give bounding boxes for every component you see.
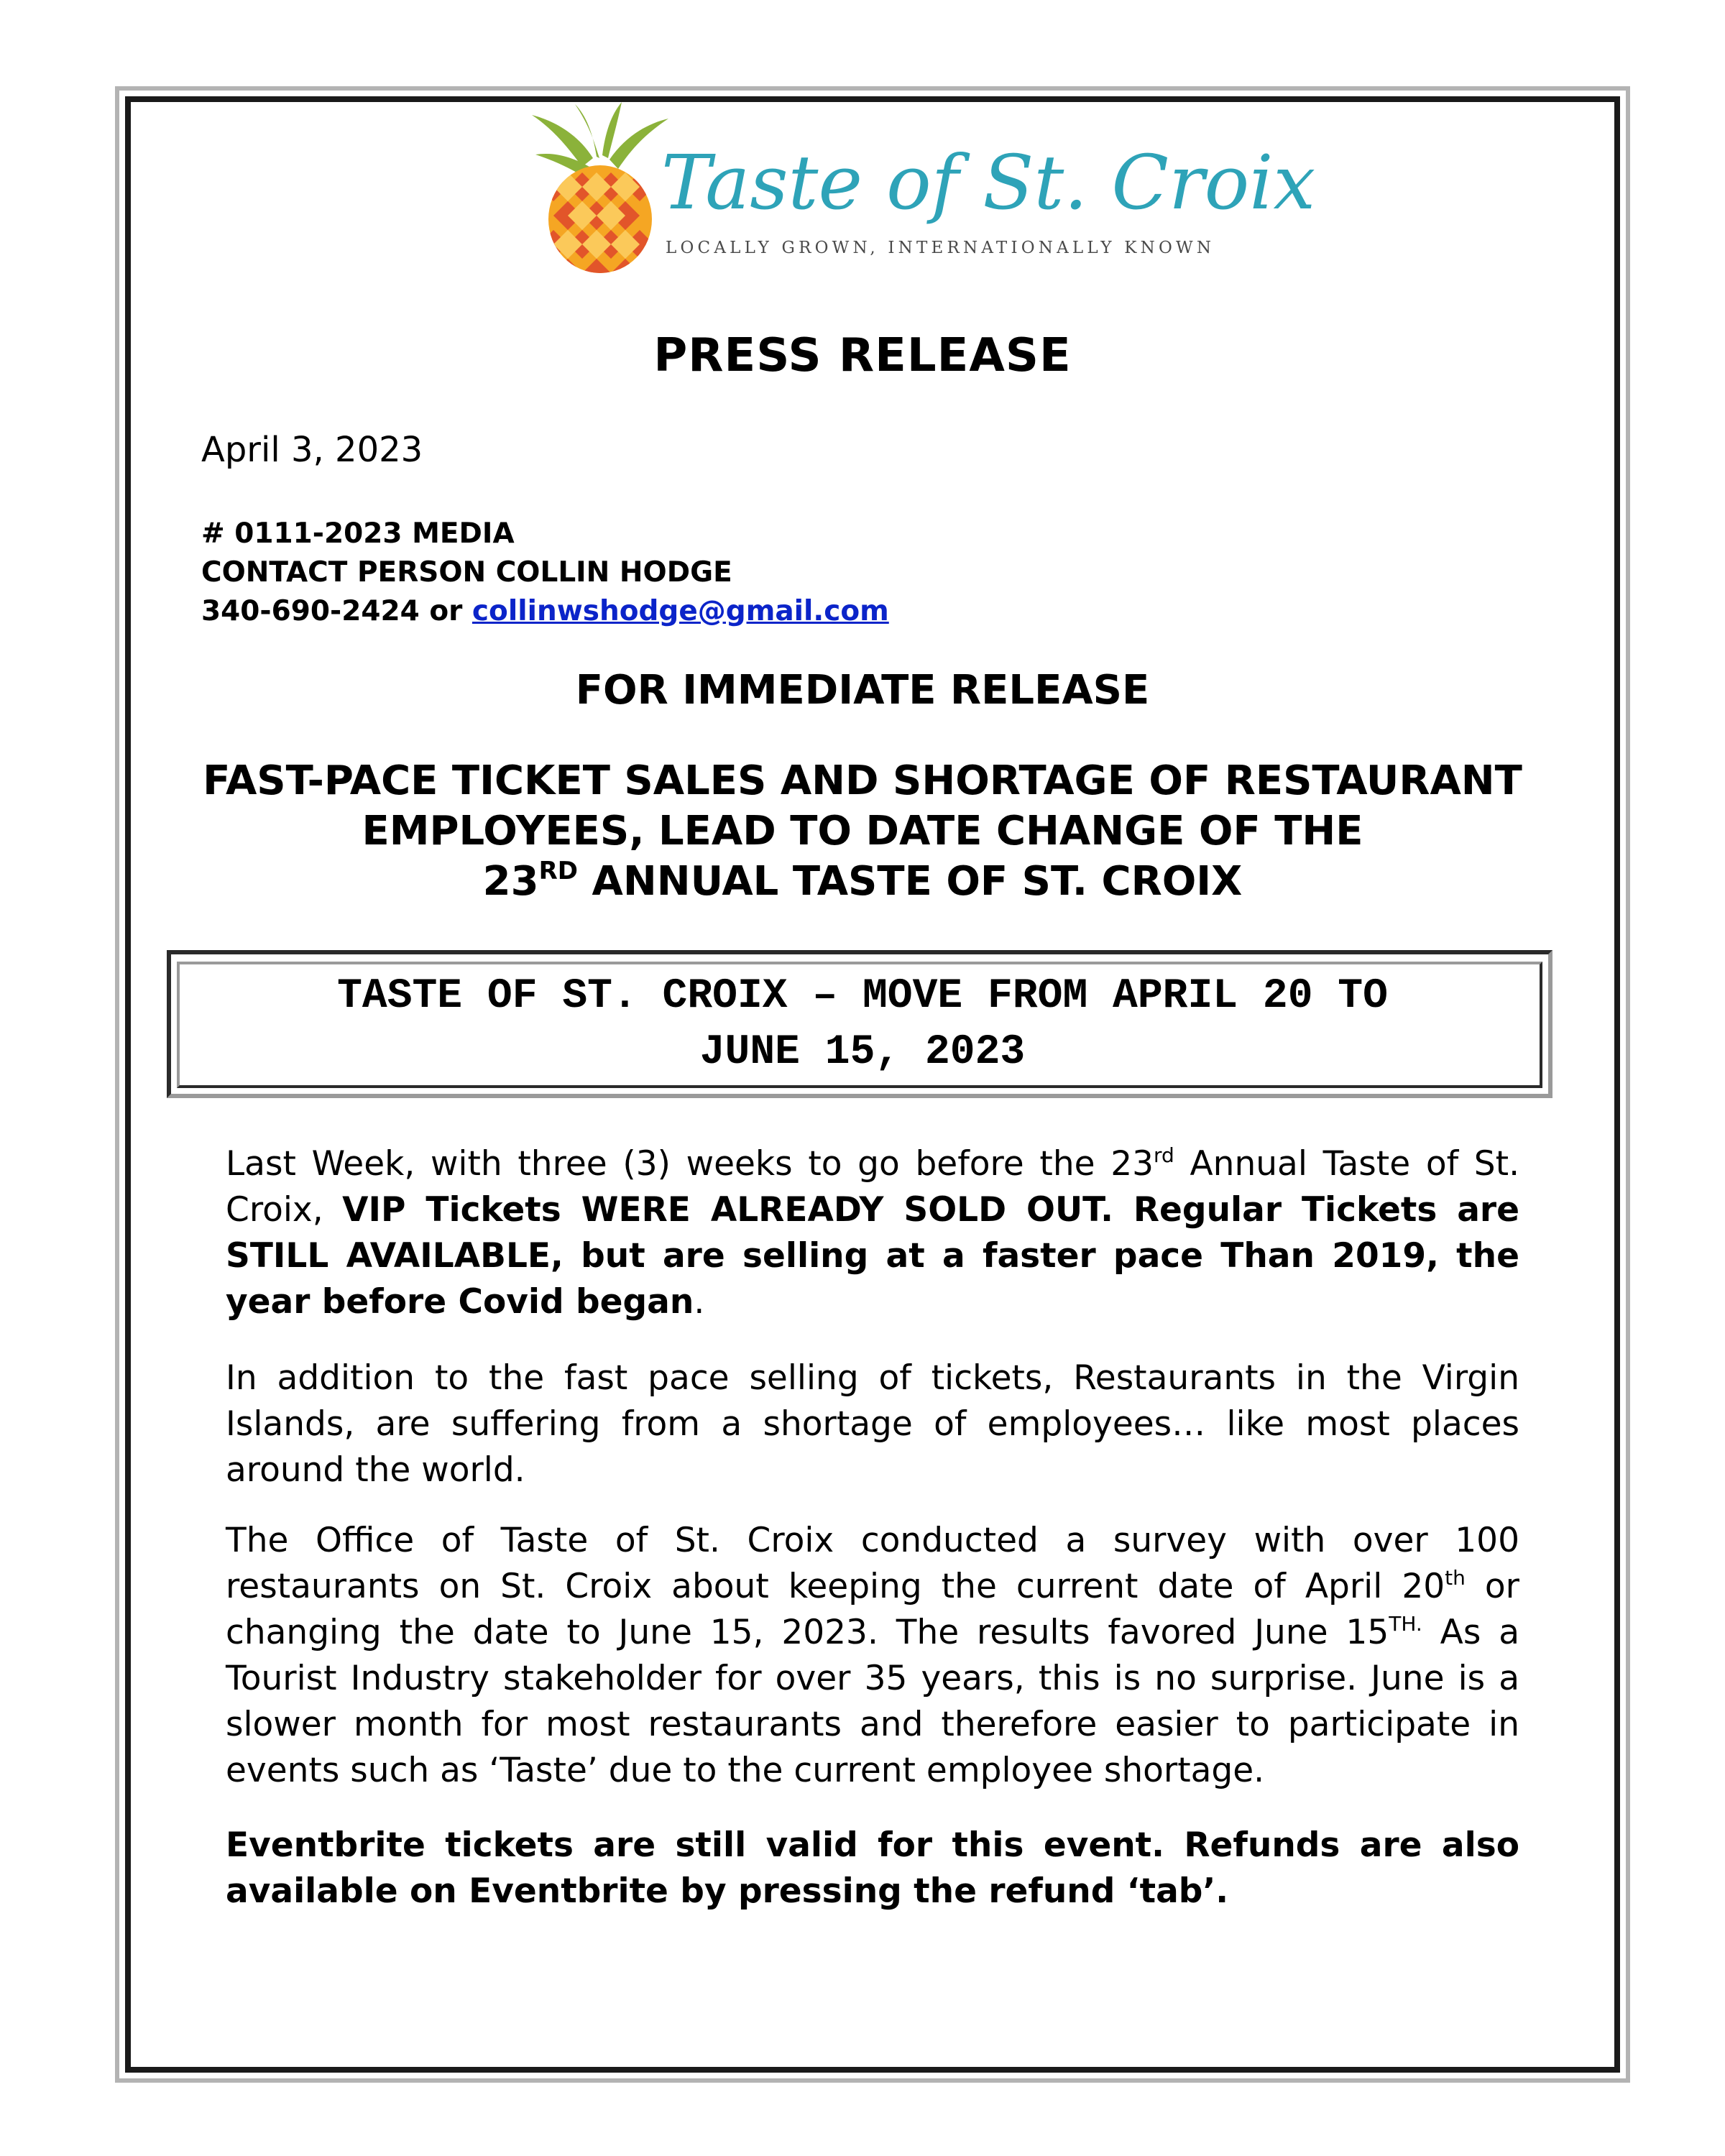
headline-ordinal-suffix: RD: [538, 857, 579, 885]
headline-line-2: EMPLOYEES, LEAD TO DATE CHANGE OF THE: [362, 808, 1363, 854]
paragraph-ticket-sales: Last Week, with three (3) weeks to go before the 23rd Annual Taste of St. Croix, VIP Tickets WERE ALREADY SOLD OUT. Regular Tickets are STILL AVAILABLE, but are selling at a faster pace Than 2019, the year before Covid began.: [226, 1143, 1520, 1322]
release-date: April 3, 2023: [201, 430, 423, 470]
logo-tagline: LOCALLY GROWN, INTERNATIONALLY KNOWN: [666, 239, 1215, 257]
pineapple-body-icon: [539, 162, 668, 287]
for-immediate-release: FOR IMMEDIATE RELEASE: [575, 667, 1150, 714]
headline-line-1: FAST-PACE TICKET SALES AND SHORTAGE OF RESTAURANT: [203, 757, 1522, 804]
date-move-text: [187, 969, 1538, 1081]
paragraph-employee-shortage: In addition to the fast pace selling of tickets, Restaurants in the Virgin Islands, are suffering from a shortage of employees… like most places around the world.: [226, 1358, 1519, 1490]
headline-line-3: [187, 857, 1538, 907]
contact-phone-line: [201, 592, 889, 631]
taste-of-st-croix-logo: [525, 101, 1316, 273]
contact-person: CONTACT PERSON COLLIN HODGE: [201, 556, 732, 589]
headline-ordinal: 23: [482, 858, 539, 905]
headline: [187, 756, 1538, 907]
phone-number: 340-690-2424 or: [201, 595, 472, 627]
headline-line-3-text: ANNUAL TASTE OF ST. CROIX: [578, 858, 1243, 905]
press-release-title: PRESS RELEASE: [653, 329, 1072, 382]
media-number: # 0111-2023 MEDIA: [201, 517, 515, 550]
contact-email-link[interactable]: collinwshodge@gmail.com: [472, 595, 889, 627]
date-move-line-1: TASTE OF ST. CROIX – MOVE FROM APRIL 20 TO: [337, 973, 1388, 1020]
logo-wordmark: Taste of St. Croix: [661, 139, 1316, 226]
paragraph-eventbrite: Eventbrite tickets are still valid for this event. Refunds are also available on Eventbrite by pressing the refund ‘tab’.: [226, 1825, 1519, 1911]
contact-block: [201, 515, 889, 631]
paragraph-survey: The Office of Taste of St. Croix conducted a survey with over 100 restaurants on St. Croix about keeping the current date of April 20th or changing the date to June 15, 2023. The results favored June $15^{TH.}$ As a Tourist Industry stakeholder for over 35 years, this is no surprise. June is a slower month for most restaurants and therefore easier to participate in events such as ‘Taste’ due to the current employee shortage.: [226, 1521, 1519, 1790]
date-move-line-2: JUNE 15, 2023: [699, 1029, 1026, 1076]
